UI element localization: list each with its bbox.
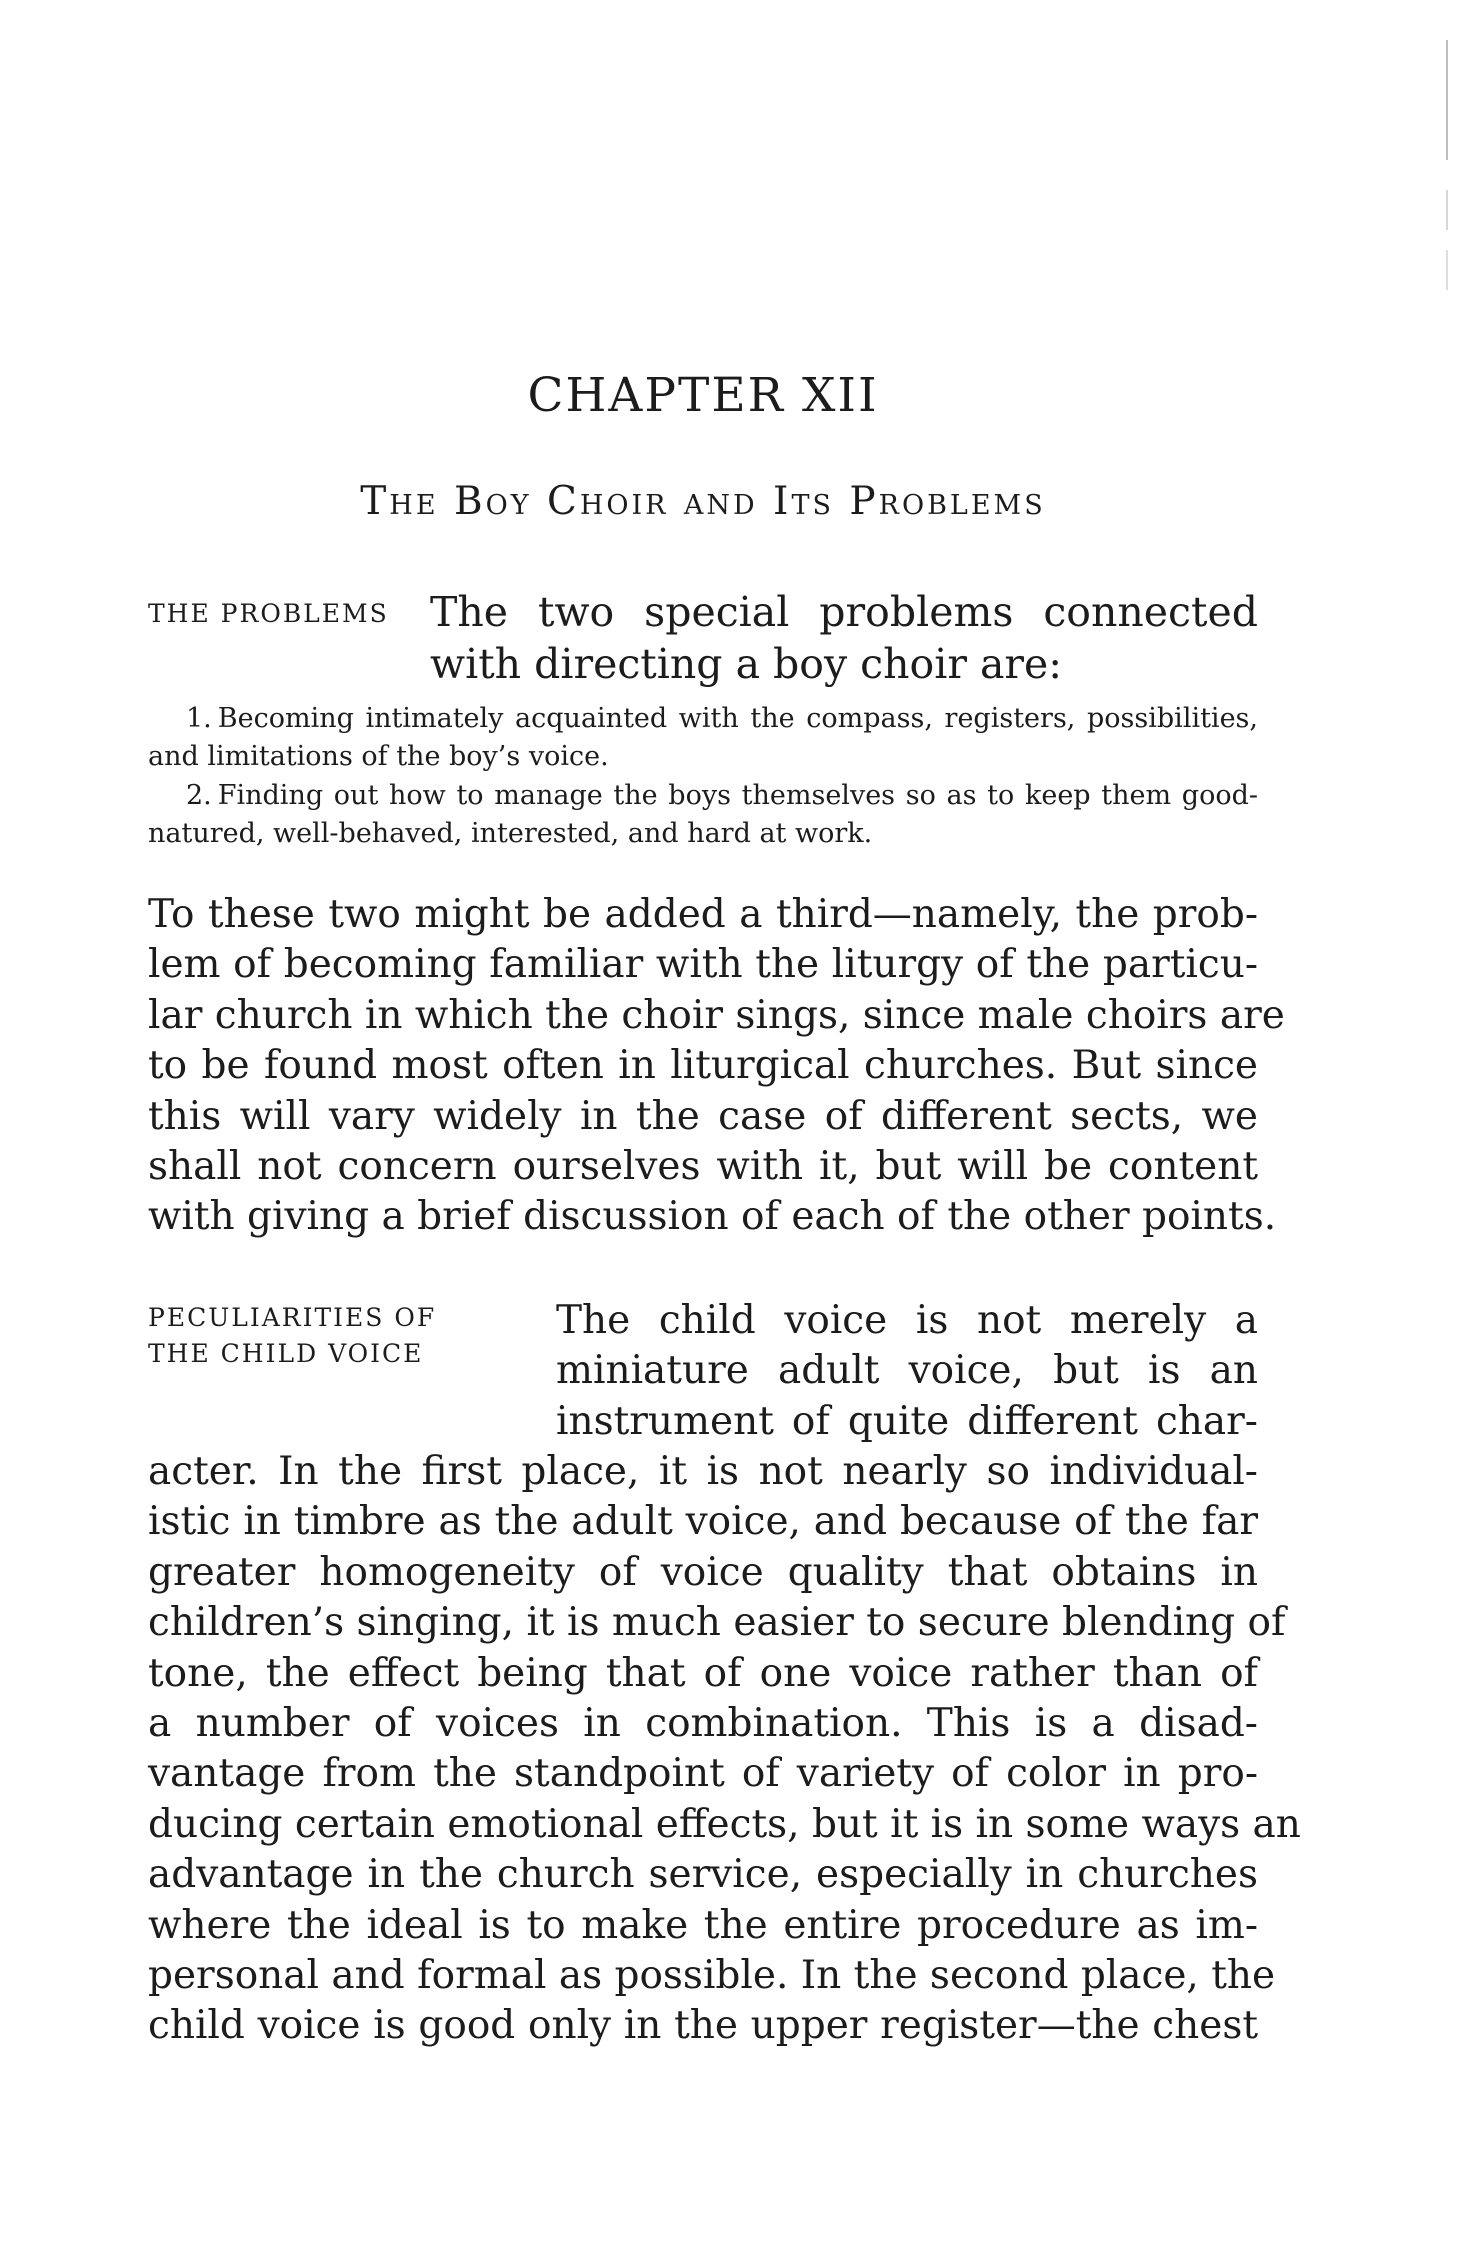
text-line: tone, the effect being that of one voice rather than of [148, 1650, 1258, 1696]
side-label-line: THE CHILD VOICE [148, 1339, 424, 1368]
text-line: with giving a brief discussion of each of the other points. [148, 1194, 1277, 1240]
text-line: lar church in which the choir sings, since male choirs are [148, 992, 1285, 1038]
side-label-problems [148, 596, 389, 632]
problems-list [148, 700, 1258, 854]
side-label-line: PECULIARITIES OF [148, 1303, 437, 1332]
text-line: personal and formal as possible. In the second place, the [148, 1952, 1276, 1998]
list-item-text: Becoming intimately acquainted with the compass, registers, possibilities, and limitations of the boy’s voice. [148, 703, 1258, 772]
lead-line: instrument of quite different char- [556, 1398, 1258, 1444]
scan-edge-mark [1446, 250, 1448, 290]
list-item-number: 1. [186, 703, 212, 734]
lead-paragraph-child-voice [556, 1296, 1258, 1447]
text-line: greater homogeneity of voice quality that obtains in [148, 1549, 1258, 1595]
side-label-child-voice [148, 1300, 436, 1372]
lead-paragraph-problems [430, 586, 1258, 690]
list-item [148, 777, 1258, 853]
text-line: acter. In the first place, it is not nearly so individual- [148, 1449, 1258, 1494]
text-line: ducing certain emotional effects, but it is in some ways an [148, 1801, 1301, 1847]
text-line: advantage in the church service, especially in churches [148, 1852, 1258, 1898]
text-line: shall not concern ourselves with it, but will be content [148, 1143, 1258, 1189]
list-item-text: Finding out how to manage the boys themselves so as to keep them good-natured, well-behaved, interested, and hard at work. [148, 780, 1258, 849]
text-line: child voice is good only in the upper register—the chest [148, 2003, 1258, 2049]
lead-line: The two special problems connected [430, 588, 1258, 636]
scan-edge-mark [1446, 190, 1448, 230]
scan-edge-mark [1446, 40, 1448, 160]
lead-line: with directing a boy choir are: [430, 640, 1063, 688]
lead-line: miniature adult voice, but is an [556, 1348, 1258, 1394]
side-label-line: THE PROBLEMS [148, 599, 389, 628]
text-line: this will vary widely in the case of different sects, we [148, 1093, 1258, 1139]
text-line: To these two might be added a third—namely, the prob- [148, 892, 1258, 937]
lead-line: The child voice is not merely a [556, 1298, 1258, 1343]
text-line: where the ideal is to make the entire procedure as im- [148, 1902, 1258, 1948]
text-line: lem of becoming familiar with the liturgy of the particu- [148, 942, 1258, 988]
text-line: istic in timbre as the adult voice, and because of the far [148, 1499, 1258, 1545]
text-line: to be found most often in liturgical churches. But since [148, 1043, 1258, 1089]
list-item-number: 2. [186, 780, 212, 811]
body-paragraph-third-problem [148, 890, 1285, 1243]
body-paragraph-child-voice [148, 1447, 1301, 2052]
chapter-number: CHAPTER XII [527, 368, 879, 423]
list-item [148, 700, 1258, 776]
text-line: vantage from the standpoint of variety of color in pro- [148, 1751, 1258, 1797]
text-line: a number of voices in combination. This is a disad- [148, 1700, 1258, 1746]
text-line: children’s singing, it is much easier to secure blending of [148, 1600, 1286, 1646]
chapter-title: The Boy Choir and Its Problems [360, 479, 1046, 524]
